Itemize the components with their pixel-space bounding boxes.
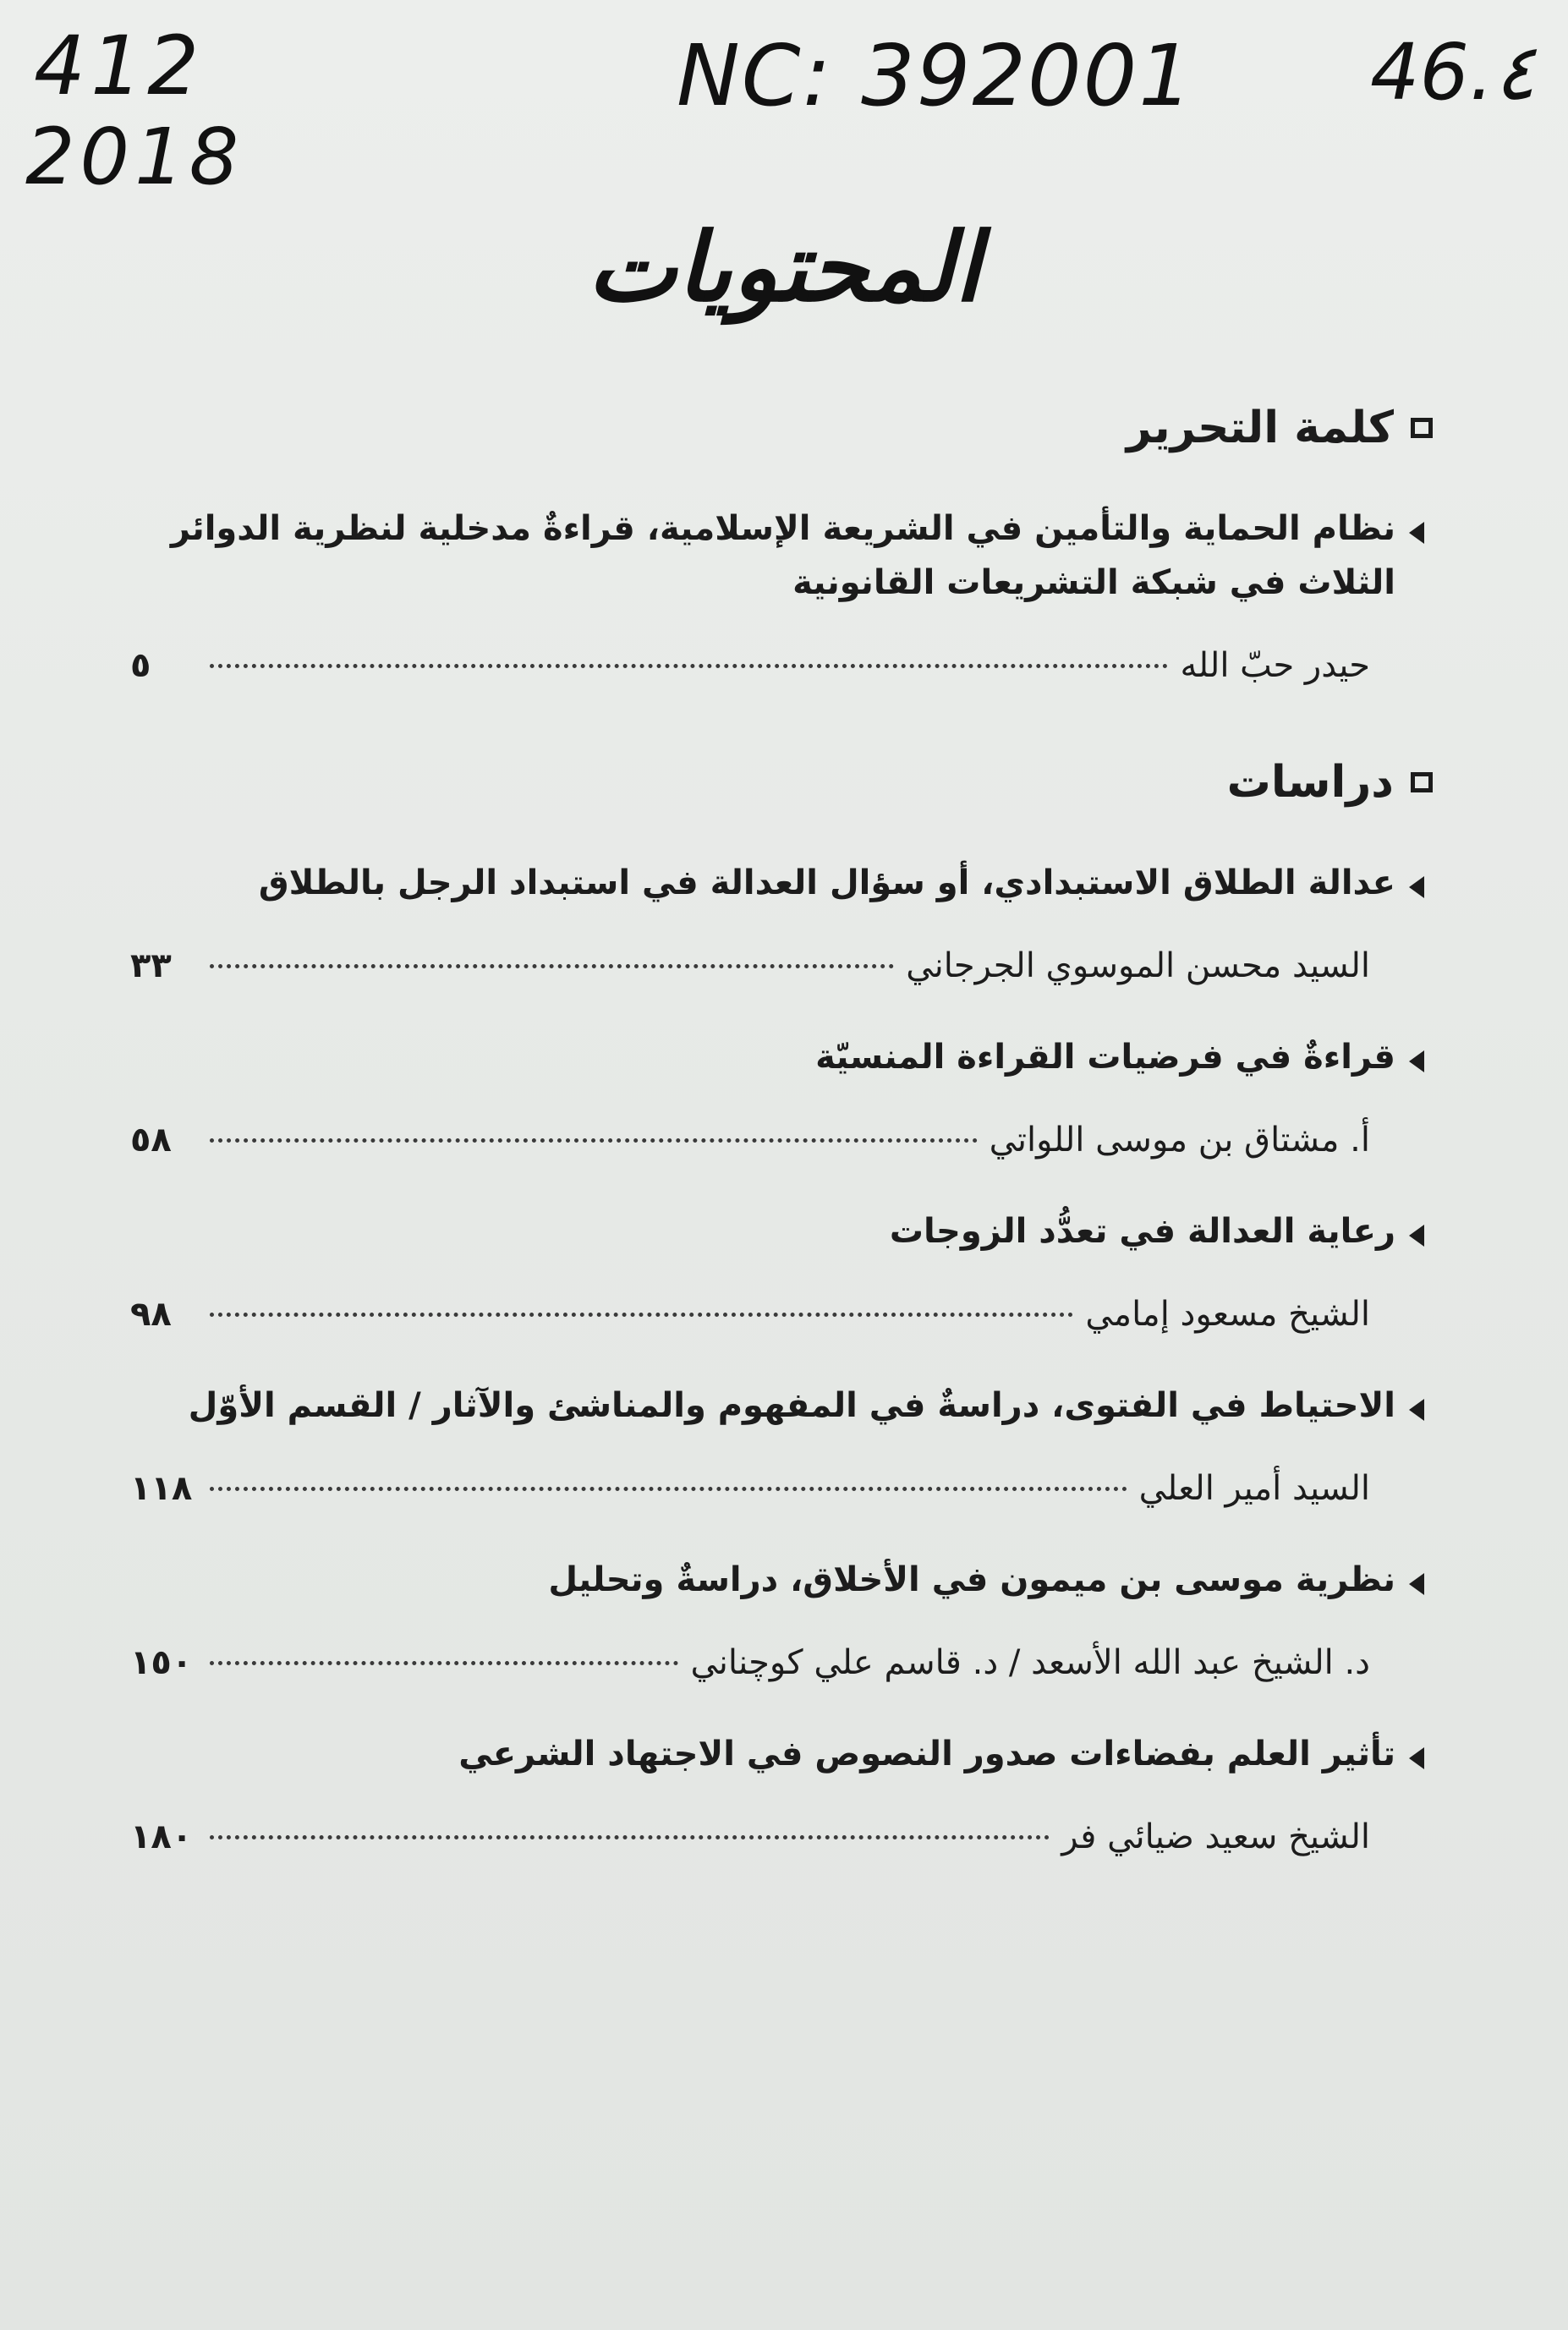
toc-entry — [130, 856, 1450, 993]
square-box-icon — [1411, 772, 1433, 792]
dot-leader — [210, 1487, 1127, 1491]
toc-entry-title — [130, 1379, 1450, 1433]
toc-entry-author-line — [130, 939, 1450, 993]
toc-entry-author: الشيخ مسعود إمامي — [1085, 1294, 1370, 1334]
dot-leader — [210, 1138, 978, 1143]
handwritten-year: 2018 — [25, 112, 244, 202]
page-title: المحتويات — [587, 212, 981, 323]
dot-leader — [210, 1661, 678, 1665]
toc-entry-title — [130, 1204, 1450, 1258]
toc-entry-title — [130, 856, 1450, 910]
dot-leader — [210, 1835, 1050, 1839]
triangle-left-icon — [1409, 876, 1424, 898]
toc-entry-page: ٥ — [130, 645, 151, 685]
section-heading — [130, 397, 1433, 459]
toc-entry-page: ١١٨ — [130, 1468, 193, 1508]
toc-entry-title — [130, 1553, 1450, 1607]
toc-entry-author-line — [130, 1113, 1450, 1167]
toc-entry-title-text: رعاية العدالة في تعدُّد الزوجات — [889, 1211, 1395, 1251]
toc-entry-author: د. الشيخ عبد الله الأسعد / د. قاسم علي كوچناني — [690, 1642, 1370, 1682]
handwritten-shelfmark: 412 — [34, 19, 205, 113]
triangle-left-icon — [1409, 522, 1424, 544]
toc-entry-page: ٩٨ — [130, 1294, 172, 1334]
toc-entry-author-line — [130, 639, 1450, 693]
triangle-left-icon — [1409, 1050, 1424, 1072]
toc-entry-title-text: نظرية موسى بن ميمون في الأخلاق، دراسةٌ وتحليل — [548, 1560, 1395, 1599]
toc-entry-title-text: عدالة الطلاق الاستبدادي، أو سؤال العدالة في استبداد الرجل بالطلاق — [258, 863, 1395, 902]
triangle-left-icon — [1409, 1747, 1424, 1769]
toc-entry — [130, 1379, 1450, 1516]
toc-entry-author-line — [130, 1461, 1450, 1516]
toc-entry-title-text: الاحتياط في الفتوى، دراسةٌ في المفهوم والمناشئ والآثار / القسم الأوّل — [188, 1385, 1395, 1425]
dot-leader — [210, 964, 894, 968]
section-heading-text: دراسات — [1226, 756, 1394, 808]
toc-entry — [130, 1030, 1450, 1167]
toc-list — [130, 381, 1450, 1901]
toc-entry-title-text: تأثير العلم بفضاءات صدور النصوص في الاجتهاد الشرعي — [458, 1734, 1395, 1774]
toc-entry — [130, 502, 1450, 693]
triangle-left-icon — [1409, 1225, 1424, 1247]
section-studies — [130, 752, 1450, 1864]
toc-entry-title — [130, 502, 1450, 610]
dot-leader — [210, 1313, 1073, 1317]
toc-entry-author: الشيخ سعيد ضيائي فر — [1061, 1817, 1370, 1856]
toc-entry-page: ٣٣ — [130, 946, 172, 985]
toc-entry-author: السيد محسن الموسوي الجرجاني — [906, 946, 1370, 985]
handwritten-catalog-number: NC: 392001 — [677, 26, 1194, 125]
toc-entry-page: ٥٨ — [130, 1120, 172, 1160]
toc-entry-author: أ. مشتاق بن موسى اللواتي — [989, 1120, 1370, 1160]
toc-entry-title-text: نظام الحماية والتأمين في الشريعة الإسلامية، قراءةٌ مدخلية لنظرية الدوائر الثلاث في شبكة التشريعات القانونية — [170, 508, 1395, 602]
section-heading — [130, 752, 1433, 814]
section-heading-text: كلمة التحرير — [1126, 403, 1394, 453]
dot-leader — [210, 664, 1168, 668]
toc-entry-page: ١٥٠ — [130, 1642, 193, 1682]
triangle-left-icon — [1409, 1399, 1424, 1421]
toc-entry-author: حيدر حبّ الله — [1180, 645, 1370, 685]
section-editorial — [130, 397, 1450, 693]
triangle-left-icon — [1409, 1573, 1424, 1595]
toc-entry-title — [130, 1727, 1450, 1781]
toc-entry-author: السيد أمير العلي — [1138, 1468, 1370, 1508]
toc-entry — [130, 1204, 1450, 1341]
toc-entry-title-text: قراءةٌ في فرضيات القراءة المنسيّة — [815, 1037, 1395, 1077]
toc-entry — [130, 1727, 1450, 1864]
square-box-icon — [1411, 418, 1433, 438]
toc-entry-page: ١٨٠ — [130, 1817, 193, 1856]
toc-entry-title — [130, 1030, 1450, 1084]
toc-entry-author-line — [130, 1287, 1450, 1341]
toc-entry-author-line — [130, 1810, 1450, 1864]
handwritten-volume: 46.٤ — [1370, 27, 1536, 118]
toc-entry — [130, 1553, 1450, 1690]
toc-entry-author-line — [130, 1636, 1450, 1690]
